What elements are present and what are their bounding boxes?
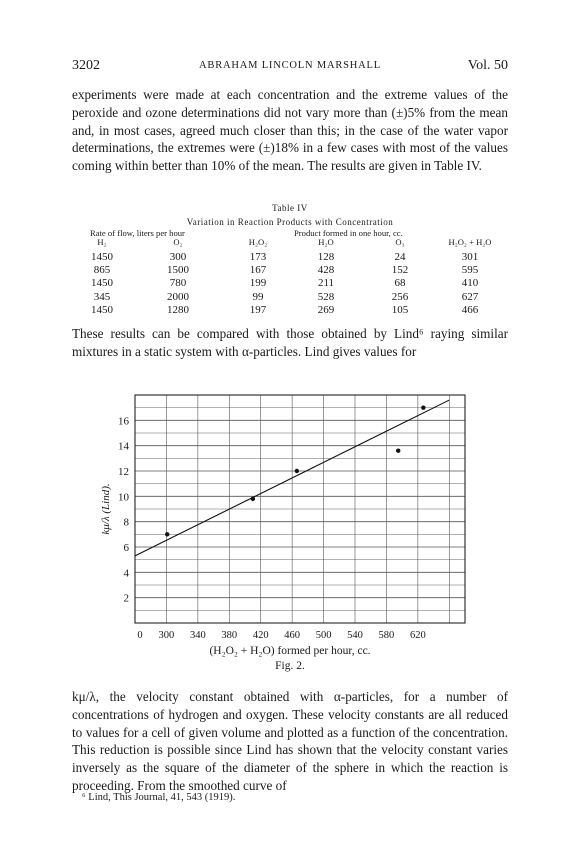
table-cell: 1450: [91, 303, 113, 316]
table-cell: 99: [252, 290, 264, 303]
table-cell: 410: [461, 277, 479, 290]
table-cell: 595: [461, 264, 479, 277]
table-column-header: H₂O₂ + H₂O: [448, 237, 492, 247]
table-column-header: H₂O: [318, 237, 334, 247]
x-tick-label: 420: [252, 630, 269, 641]
table-cell: 780: [169, 277, 187, 290]
x-tick-label: 460: [284, 630, 301, 641]
volume-label: Vol. 50: [467, 58, 508, 73]
footnote-lind: ⁶ Lind, This Journal, 41, 543 (1919).: [82, 792, 236, 803]
table-number: Table IV: [272, 203, 308, 213]
table-cell: 152: [391, 264, 409, 277]
table-cell: 2000: [167, 290, 189, 303]
table-cell: 528: [317, 290, 335, 303]
chart-svg: [95, 385, 480, 645]
x-tick-label: 580: [378, 630, 395, 641]
table-cell: 1500: [167, 264, 189, 277]
table-cell: 1280: [167, 303, 189, 316]
data-point: [165, 532, 169, 536]
table-column-header: O₂: [173, 237, 183, 247]
table-cell: 627: [461, 290, 479, 303]
x-tick-label: 620: [409, 630, 426, 641]
table-cell: 68: [394, 277, 406, 290]
table-cell: 345: [93, 290, 111, 303]
table-cell: 466: [461, 303, 479, 316]
table-cell: 24: [394, 251, 406, 263]
paragraph-lind-comparison: These results can be compared with those obtained by Lind⁶ raying similar mixtures in a static system with α-particles. Lind gives values for: [72, 326, 508, 359]
table-cell: 300: [169, 251, 187, 263]
y-axis-label: kμ/λ (Lind).: [100, 483, 112, 535]
table-cell: 256: [391, 290, 409, 303]
table-cell: 197: [249, 303, 267, 316]
x-tick-label: 0: [137, 630, 143, 641]
table-cell: 173: [249, 251, 267, 263]
x-tick-label: 540: [347, 630, 363, 641]
chart-x-axis-label: (H₂O₂ + H₂O) formed per hour, cc.: [209, 645, 371, 657]
figure-caption: Fig. 2.: [275, 660, 305, 672]
x-tick-label: 380: [221, 630, 238, 641]
table-column-header: H₂: [97, 237, 107, 247]
table-cell: 301: [461, 251, 479, 263]
paragraph-results-intro: experiments were made at each concentration and the extreme values of the peroxide and ozone determinations did not vary more than (±)5% from the mean and, in most cases, agreed much closer than this; in the case of the water vapor determinations, the extremes were (±)18% in a few cases with most of the values coming within better than 10% of the mean. The results are given in Table IV.: [72, 87, 508, 174]
data-point: [251, 497, 255, 501]
table-group-header-product: Product formed in one hour, cc.: [294, 228, 403, 238]
y-tick-label: 14: [118, 440, 129, 453]
y-tick-label: 8: [123, 516, 129, 529]
table-title: Variation in Reaction Products with Concentration: [186, 217, 394, 227]
table-group-header-flow: Rate of flow, liters per hour: [90, 228, 185, 238]
table-cell: 1450: [91, 251, 113, 263]
table-cell: 865: [93, 264, 111, 277]
table-cell: 428: [317, 264, 335, 277]
table-cell: 269: [317, 303, 335, 316]
table-cell: 199: [249, 277, 267, 290]
x-tick-label: 300: [158, 630, 175, 641]
y-tick-label: 16: [118, 415, 129, 428]
x-tick-label: 500: [315, 630, 332, 641]
y-tick-label: 4: [123, 567, 129, 580]
page-header: [72, 58, 508, 78]
table-cell: 105: [391, 303, 409, 316]
y-tick-label: 12: [118, 466, 129, 478]
figure-2-chart: [95, 385, 480, 645]
x-tick-label: 340: [189, 630, 206, 641]
y-tick-label: 10: [118, 491, 129, 504]
table-cell: 167: [249, 264, 267, 277]
running-title: ABRAHAM LINCOLN MARSHALL: [199, 60, 381, 71]
data-point: [396, 449, 400, 453]
table-cell: 1450: [91, 277, 113, 290]
page-number: 3202: [72, 58, 100, 73]
paragraph-velocity-constant: kμ/λ, the velocity constant obtained with α-particles, for a number of concentrations of hydrogen and oxygen. These velocity constants are all reduced to values for a cell of given volume and plotted as a function of the concentration. This reduction is possible since Lind has shown that the velocity constant varies inversely as the square of the diameter of the sphere in which the reaction is proceeding. From the smoothed curve of: [72, 689, 508, 793]
table-column-header: O₃: [395, 237, 405, 247]
y-tick-label: 2: [123, 592, 129, 605]
y-tick-label: 6: [123, 542, 129, 554]
data-point: [295, 469, 299, 473]
table-cell: 211: [317, 277, 335, 290]
table-cell: 128: [317, 251, 335, 263]
data-point: [421, 405, 425, 409]
table-column-header: H₂O₂: [248, 237, 268, 247]
